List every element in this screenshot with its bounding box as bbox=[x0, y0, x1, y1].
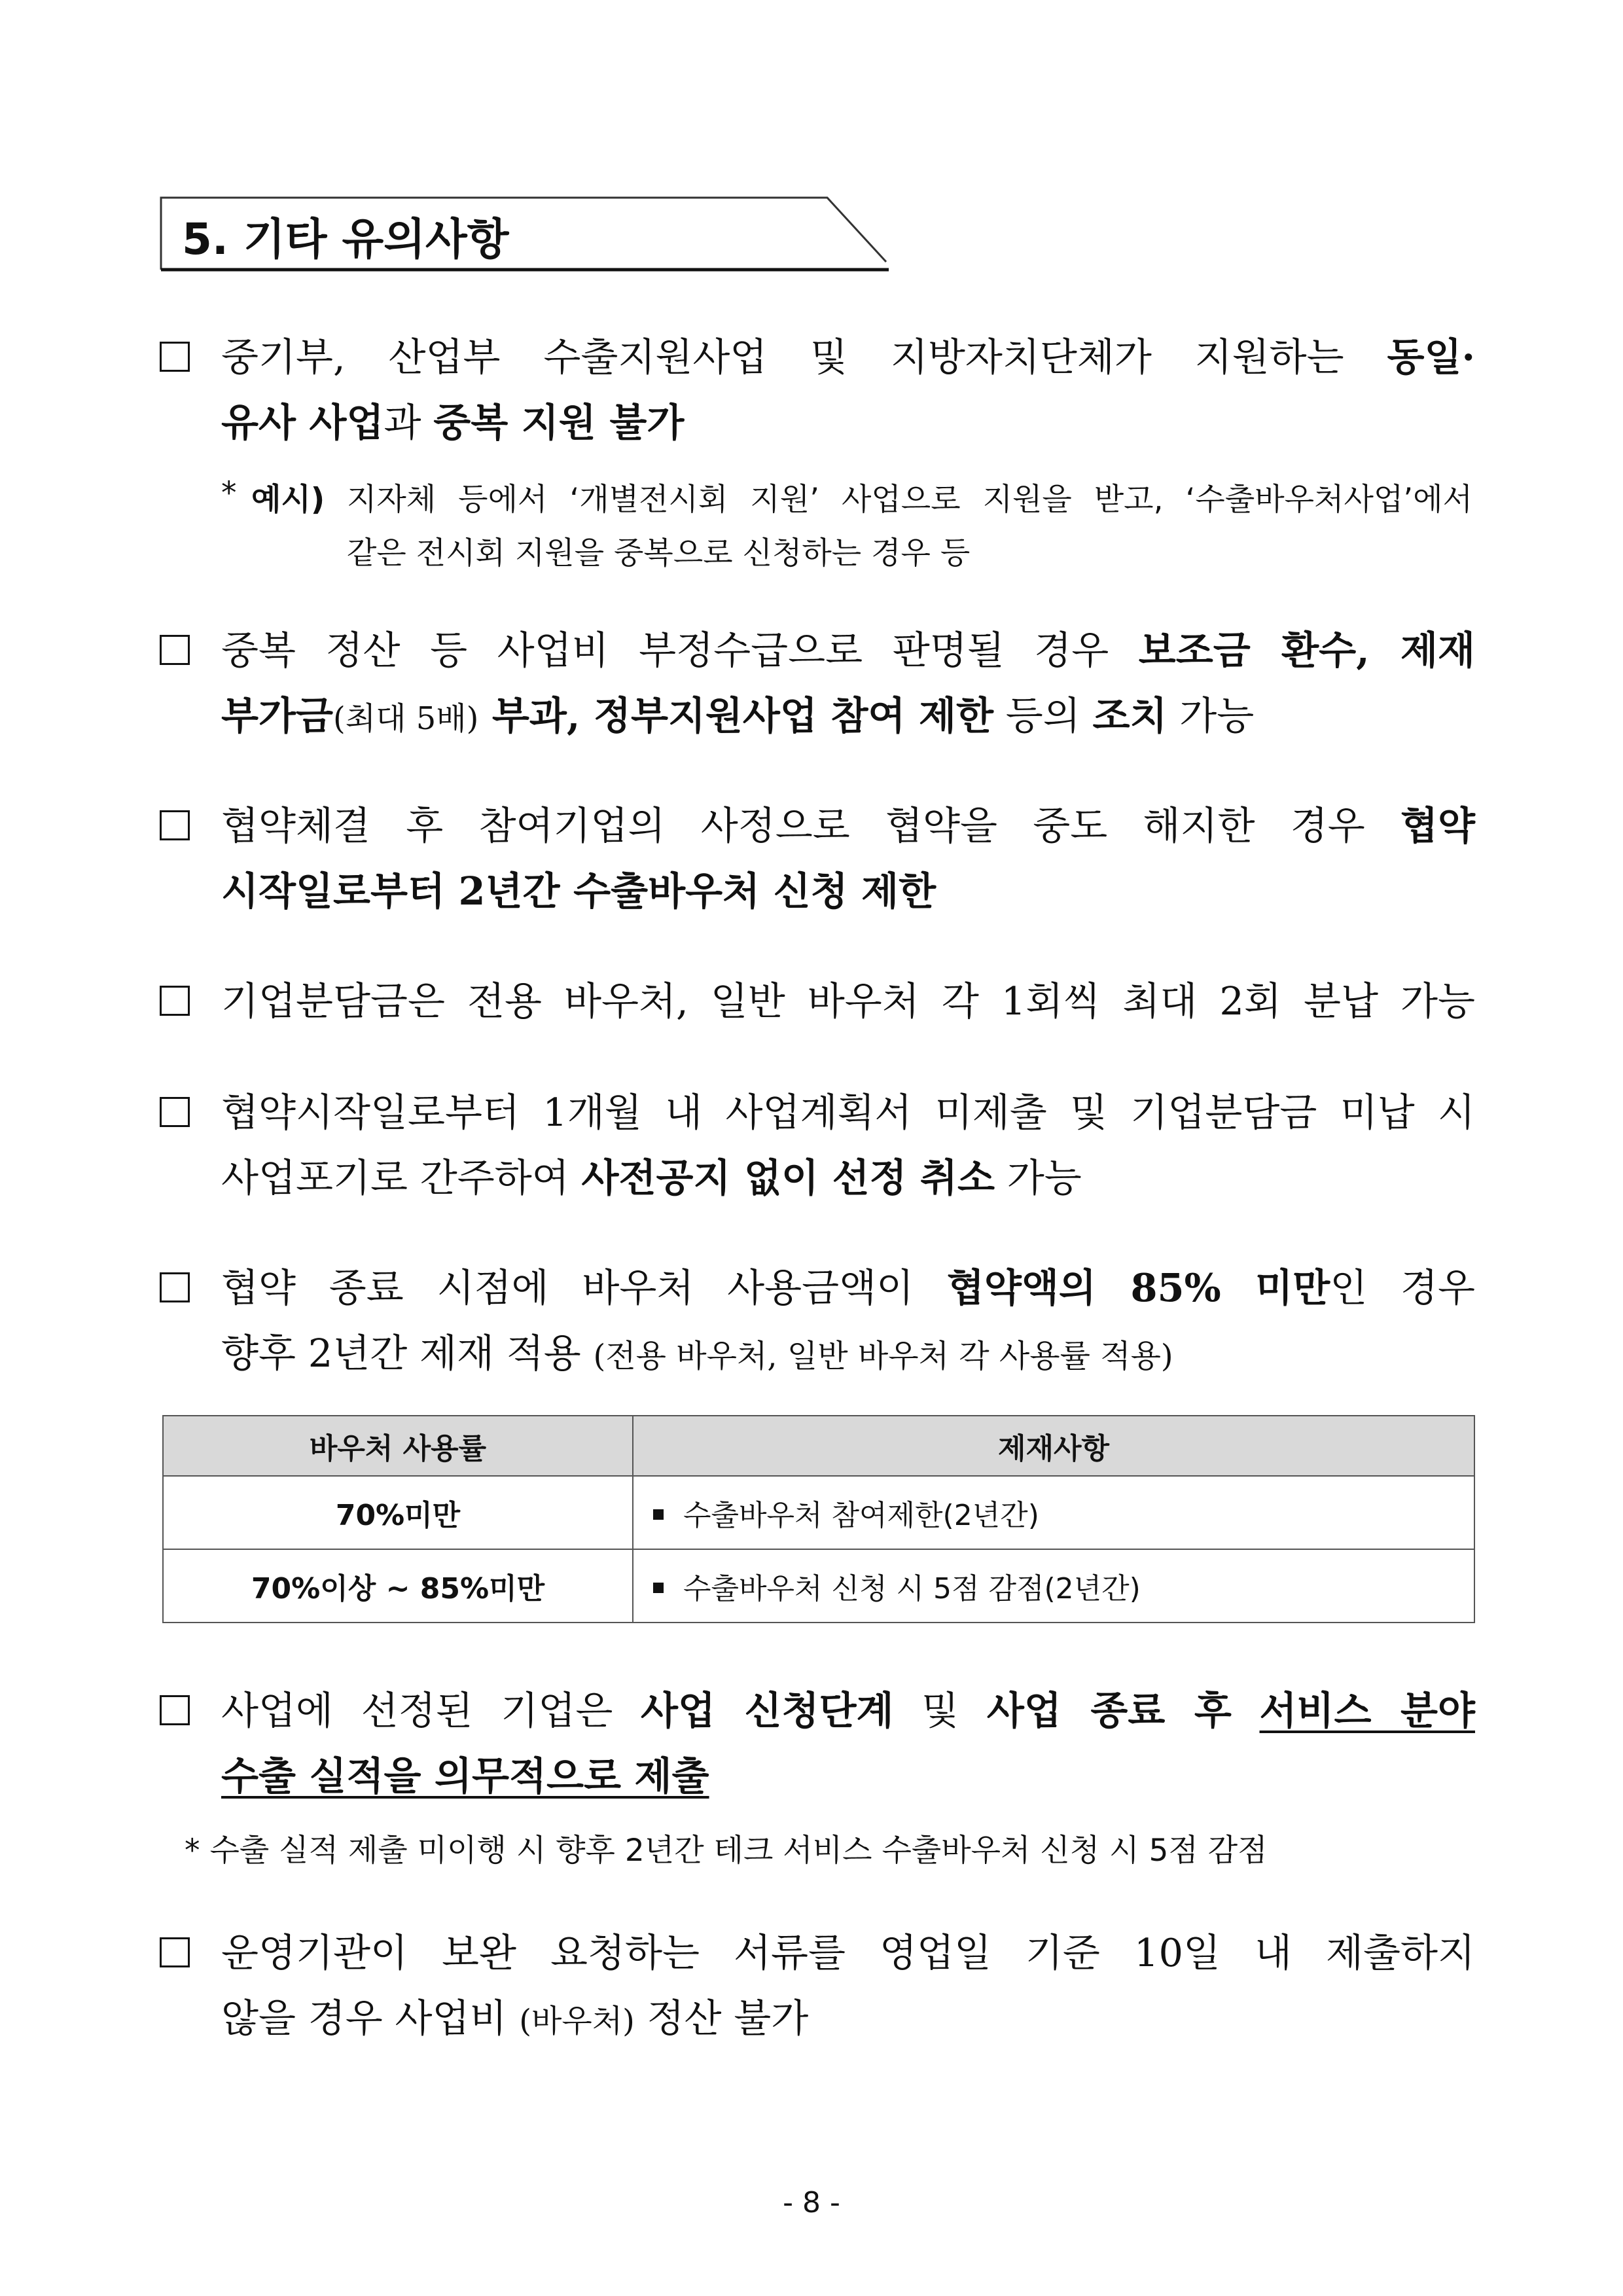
item-text: 가능 bbox=[1167, 693, 1255, 738]
item-line bbox=[221, 859, 936, 924]
item-line bbox=[221, 1321, 1173, 1389]
page-number: - 8 - bbox=[783, 2186, 840, 2219]
item-line bbox=[221, 1080, 1475, 1145]
item-small-text: (바우처) bbox=[519, 2003, 635, 2039]
table-row bbox=[163, 1549, 1474, 1623]
item-line bbox=[221, 1255, 1475, 1321]
item-bold-text: 중복 지원 불가 bbox=[433, 400, 685, 445]
item-line bbox=[221, 1986, 808, 2054]
table-cell-sanction bbox=[633, 1476, 1474, 1549]
item-line bbox=[221, 683, 1254, 751]
table-header-row bbox=[163, 1416, 1474, 1476]
item-text: 중복 정산 등 사업비 부정수급으로 판명될 경우 bbox=[221, 628, 1139, 673]
item-text: 등의 bbox=[993, 693, 1093, 738]
item-line bbox=[221, 1920, 1475, 1986]
table-header-usage-rate: 바우처 사용률 bbox=[163, 1416, 633, 1476]
table-cell-sanction bbox=[633, 1549, 1474, 1623]
item-text: 사업에 선정된 기업은 bbox=[221, 1688, 641, 1733]
item-text: 가능 bbox=[995, 1155, 1082, 1200]
item-bold-text: 협약액의 85% 미만 bbox=[946, 1265, 1330, 1310]
item-underlined-text: 서비스 분야 bbox=[1259, 1688, 1475, 1733]
checkbox-icon bbox=[160, 986, 190, 1016]
checkbox-icon bbox=[160, 1937, 190, 1967]
item-text: 과 bbox=[383, 400, 434, 445]
item-text: 않을 경우 사업비 bbox=[221, 1996, 520, 2041]
item-text: 협약체결 후 참여기업의 사정으로 협약을 중도 해지한 경우 bbox=[221, 803, 1400, 848]
item-text: 협약 종료 시점에 바우처 사용금액이 bbox=[221, 1265, 947, 1310]
section-title: 5. 기타 유의사항 bbox=[182, 214, 509, 264]
item-line bbox=[221, 618, 1475, 683]
item-line bbox=[221, 325, 1475, 390]
item-bold-text: 부가금 bbox=[221, 693, 333, 738]
item-bold-text: 사전공지 없이 선정 취소 bbox=[581, 1155, 995, 1200]
item-bold-text: 조치 bbox=[1092, 693, 1168, 738]
note-star: * bbox=[221, 475, 237, 511]
item-line bbox=[221, 793, 1475, 859]
item-bold-text: 부과, 정부지원사업 참여 제한 bbox=[478, 693, 993, 738]
table-cell-rate: 70%이상 ~ 85%미만 bbox=[163, 1549, 633, 1623]
item-text: 인 경우 bbox=[1330, 1265, 1475, 1310]
note-text: 지자체 등에서 ‘개별전시회 지원’ 사업으로 지원을 받고, ‘수출바우처사업’에서 bbox=[347, 482, 1472, 518]
note-text: * 수출 실적 제출 미이행 시 향후 2년간 테크 서비스 수출바우처 신청 시 5점 감점 bbox=[185, 1833, 1268, 1869]
item-text: 사업포기로 간주하여 bbox=[221, 1155, 582, 1200]
checkbox-icon bbox=[160, 1695, 190, 1725]
item-text: 기업분담금은 전용 바우처, 일반 바우처 각 1회씩 최대 2회 분납 가능 bbox=[221, 978, 1475, 1024]
item-bold-text: 사업 종료 후 bbox=[986, 1688, 1232, 1733]
table-header-sanction: 제재사항 bbox=[633, 1416, 1474, 1476]
square-bullet-icon bbox=[653, 1583, 664, 1593]
checkbox-icon bbox=[160, 635, 190, 665]
item-line bbox=[221, 390, 684, 456]
section-header bbox=[160, 196, 893, 274]
item-line bbox=[221, 1744, 709, 1809]
square-bullet-icon bbox=[653, 1509, 664, 1520]
item-line bbox=[221, 969, 1475, 1034]
item-small-text: (최대 5배) bbox=[332, 700, 479, 737]
sanction-text: 수출바우처 신청 시 5점 감점(2년간) bbox=[683, 1572, 1141, 1605]
item-bold-text: 협약 bbox=[1400, 803, 1475, 848]
item-line bbox=[221, 1145, 1082, 1211]
item-bold-text: 보조금 환수, 제재 bbox=[1138, 628, 1475, 673]
note-label: 예시) bbox=[251, 482, 325, 518]
item-small-text: (전용 바우처, 일반 바우처 각 사용률 적용) bbox=[593, 1338, 1173, 1374]
sanction-text: 수출바우처 참여제한(2년간) bbox=[683, 1499, 1039, 1532]
note-text: 같은 전시회 지원을 중복으로 신청하는 경우 등 bbox=[347, 535, 971, 571]
item-text: 운영기관이 보완 요청하는 서류를 영업일 기준 10일 내 제출하지 bbox=[221, 1930, 1475, 1975]
item-bold-text: 사업 신청단계 bbox=[641, 1688, 894, 1733]
item-line bbox=[221, 1678, 1475, 1744]
checkbox-icon bbox=[160, 1272, 190, 1302]
checkbox-icon bbox=[160, 810, 190, 840]
item-text: 협약시작일로부터 1개월 내 사업계획서 미제출 및 기업분담금 미납 시 bbox=[221, 1090, 1475, 1135]
item-text: 향후 2년간 제재 적용 bbox=[221, 1331, 594, 1376]
table-cell-rate: 70%미만 bbox=[163, 1476, 633, 1549]
item-text: 중기부, 산업부 수출지원사업 및 지방자치단체가 지원하는 bbox=[221, 334, 1387, 380]
item-text bbox=[1232, 1688, 1260, 1733]
table-row bbox=[163, 1476, 1474, 1549]
item-underlined-text: 수출 실적을 의무적으로 제출 bbox=[221, 1753, 709, 1799]
item-bold-text: 유사 사업 bbox=[221, 400, 384, 445]
checkbox-icon bbox=[160, 1097, 190, 1127]
item-bold-text: 시작일로부터 2년간 수출바우처 신청 제한 bbox=[221, 869, 936, 914]
item-text: 정산 불가 bbox=[634, 1996, 809, 2041]
sanction-table bbox=[162, 1415, 1475, 1623]
item-text: 및 bbox=[893, 1688, 987, 1733]
item-bold-text: 동일· bbox=[1387, 334, 1475, 380]
checkbox-icon bbox=[160, 342, 190, 372]
